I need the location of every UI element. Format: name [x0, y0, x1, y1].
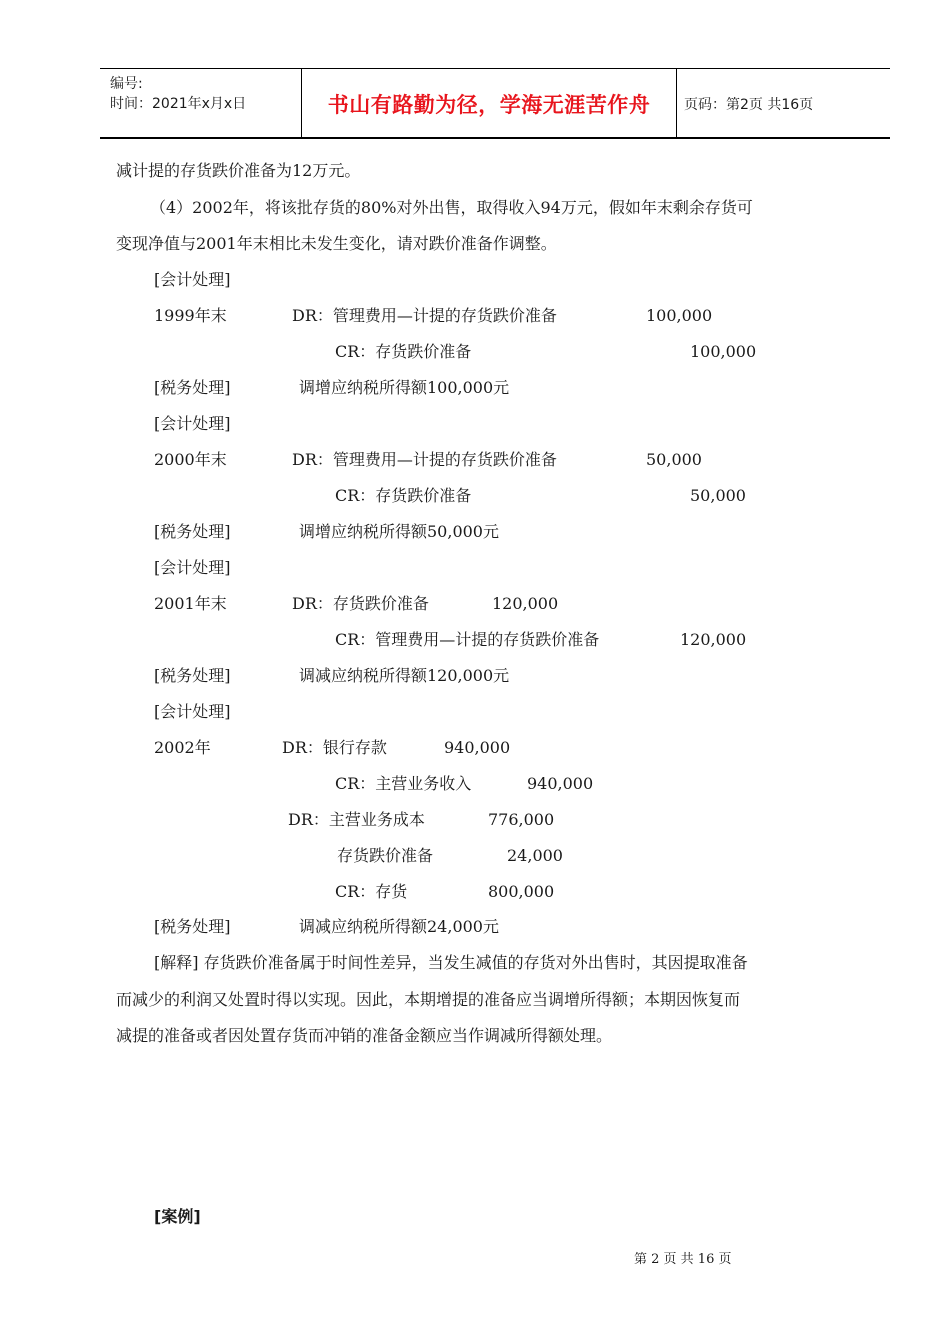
explanation-line: 而减少的利润又处置时得以实现。因此，本期增提的准备应当调增所得额；本期因恢复而 [116, 990, 741, 1009]
debit-account: DR：银行存款 [282, 738, 387, 757]
document-time-label: 时间：2021年x月x日 [110, 96, 247, 112]
credit-amount: 100,000 [690, 342, 757, 361]
header-meta-cell [100, 69, 300, 137]
section-label-tax: [税务处理] [154, 917, 231, 936]
paragraph-line: 变现净值与2001年末相比未发生变化，请对跌价准备作调整。 [116, 234, 557, 253]
credit-account: CR：存货 [335, 882, 408, 901]
tax-adjustment: 调增应纳税所得额100,000元 [299, 378, 510, 397]
section-label-tax: [税务处理] [154, 666, 231, 685]
case-heading: [案例] [154, 1207, 201, 1226]
credit-account: CR：存货跌价准备 [335, 486, 472, 505]
document-number-label: 编号: [110, 76, 143, 92]
debit-amount: 50,000 [646, 450, 702, 469]
debit-amount: 120,000 [492, 594, 559, 613]
credit-account: CR：管理费用—计提的存货跌价准备 [335, 630, 600, 649]
tax-adjustment: 调增应纳税所得额50,000元 [299, 522, 499, 541]
header-page-info: 页码：第2页 共16页 [684, 97, 814, 113]
debit-amount: 100,000 [646, 306, 713, 325]
section-label-accounting: [会计处理] [154, 414, 231, 433]
debit-amount: 940,000 [444, 738, 511, 757]
debit-amount: 24,000 [507, 846, 563, 865]
debit-amount: 776,000 [488, 810, 555, 829]
section-label-tax: [税务处理] [154, 378, 231, 397]
credit-amount: 50,000 [690, 486, 746, 505]
tax-adjustment: 调减应纳税所得额120,000元 [299, 666, 510, 685]
header-motto: 书山有路勤为径，学海无涯苦作舟 [327, 93, 651, 117]
section-label-accounting: [会计处理] [154, 702, 231, 721]
debit-account: DR：管理费用—计提的存货跌价准备 [292, 450, 557, 469]
debit-account: DR：存货跌价准备 [292, 594, 429, 613]
credit-amount: 800,000 [488, 882, 555, 901]
debit-account: DR：管理费用—计提的存货跌价准备 [292, 306, 557, 325]
tax-adjustment: 调减应纳税所得额24,000元 [299, 917, 499, 936]
entry-year: 2001年末 [154, 594, 227, 613]
credit-amount: 120,000 [680, 630, 747, 649]
page-header [100, 68, 890, 139]
credit-amount: 940,000 [527, 774, 594, 793]
credit-account: CR：主营业务收入 [335, 774, 472, 793]
explanation-line: 减提的准备或者因处置存货而冲销的准备金额应当作调减所得额处理。 [116, 1026, 613, 1045]
page-footer: 第 2 页 共 16 页 [634, 1252, 732, 1267]
section-label-accounting: [会计处理] [154, 558, 231, 577]
debit-account: DR：主营业务成本 [288, 810, 425, 829]
entry-year: 1999年末 [154, 306, 227, 325]
explanation-line: [解释] 存货跌价准备属于时间性差异，当发生减值的存货对外出售时，其因提取准备 [154, 953, 748, 972]
header-motto-cell [301, 69, 677, 137]
credit-account: CR：存货跌价准备 [335, 342, 472, 361]
header-page-cell [676, 69, 890, 137]
entry-year: 2002年 [154, 738, 211, 757]
debit-account: 存货跌价准备 [337, 846, 434, 865]
section-label-accounting: [会计处理] [154, 270, 231, 289]
section-label-tax: [税务处理] [154, 522, 231, 541]
entry-year: 2000年末 [154, 450, 227, 469]
paragraph-line: （4）2002年，将该批存货的80%对外出售，取得收入94万元，假如年末剩余存货可 [150, 198, 753, 217]
paragraph-line: 减计提的存货跌价准备为12万元。 [116, 161, 361, 180]
